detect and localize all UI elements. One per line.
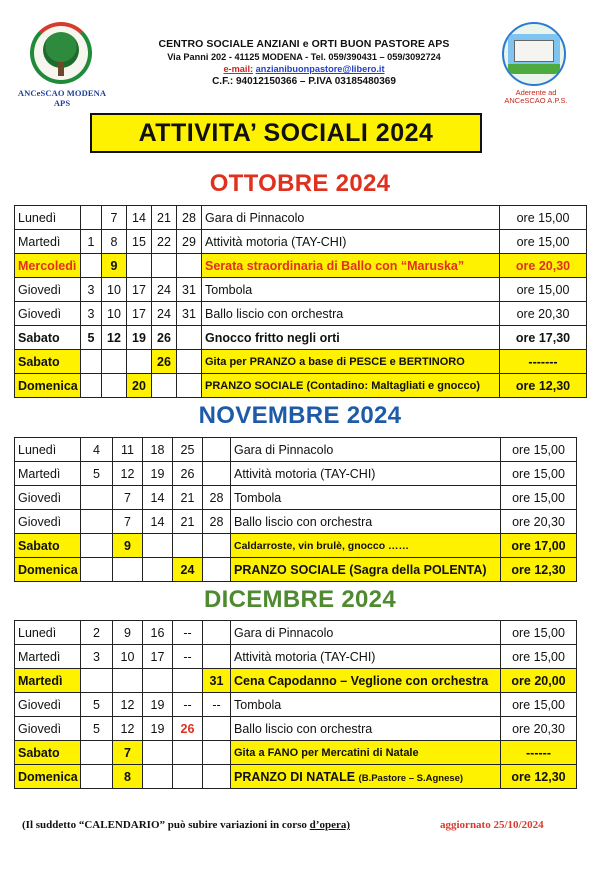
- date-cell: [143, 765, 173, 789]
- date-cell: 17: [127, 278, 152, 302]
- activity-cell: [231, 534, 501, 558]
- date-cell: [203, 438, 231, 462]
- date-cell: [143, 669, 173, 693]
- activity-cell: [202, 374, 500, 398]
- schedule-row: [15, 510, 577, 534]
- weekday-cell: Domenica: [15, 374, 81, 398]
- date-cell: 1: [81, 230, 102, 254]
- time-cell: ore 15,00: [501, 621, 577, 645]
- schedule-row: [15, 206, 587, 230]
- activity-cell: [231, 621, 501, 645]
- member-caption: Aderente ad: [515, 88, 557, 97]
- activity-name: Tombola: [234, 697, 282, 712]
- time-cell: ore 12,30: [501, 765, 577, 789]
- time-cell: ore 20,30: [500, 302, 587, 326]
- schedule-row: [15, 765, 577, 789]
- activity-name: PRANZO SOCIALE (Contadino: Maltagliati e gnocco): [205, 379, 480, 392]
- date-cell: 7: [113, 486, 143, 510]
- date-cell: [81, 254, 102, 278]
- date-cell: [127, 350, 152, 374]
- schedule-row: [15, 374, 587, 398]
- centro-sociale-logo: [488, 22, 584, 105]
- date-cell: [177, 374, 202, 398]
- schedule-row: [15, 278, 587, 302]
- activity-cell: [231, 669, 501, 693]
- weekday-cell: Martedì: [15, 462, 81, 486]
- date-cell: 9: [113, 621, 143, 645]
- date-cell: 31: [177, 302, 202, 326]
- schedule-row: [15, 254, 587, 278]
- time-cell: ore 15,00: [501, 645, 577, 669]
- date-cell: [81, 206, 102, 230]
- date-cell: 10: [113, 645, 143, 669]
- date-cell: 19: [143, 693, 173, 717]
- date-cell: 3: [81, 645, 113, 669]
- weekday-cell: Lunedì: [15, 206, 81, 230]
- date-cell: [203, 765, 231, 789]
- footer-updated-date: aggiornato 25/10/2024: [440, 819, 544, 831]
- weekday-cell: Lunedì: [15, 438, 81, 462]
- activity-name: Caldarroste, vin brulè, gnocco ……: [234, 539, 410, 552]
- schedule-row: [15, 741, 577, 765]
- time-cell: ------: [501, 741, 577, 765]
- activity-cell: [231, 717, 501, 741]
- date-cell: 28: [203, 510, 231, 534]
- weekday-cell: Domenica: [15, 765, 81, 789]
- activity-name: PRANZO DI NATALE: [234, 769, 356, 784]
- activity-name: Gita per PRANZO a base di PESCE e BERTINORO: [205, 355, 465, 368]
- activity-cell: [231, 438, 501, 462]
- date-cell: 7: [113, 741, 143, 765]
- building-icon: [514, 40, 554, 62]
- activity-cell: [231, 558, 501, 582]
- schedule-row: [15, 621, 577, 645]
- activity-name: Ballo liscio con orchestra: [205, 306, 344, 321]
- month-heading-october: OTTOBRE 2024: [209, 170, 391, 197]
- date-cell: [81, 534, 113, 558]
- date-cell: 26: [173, 717, 203, 741]
- date-cell: 9: [102, 254, 127, 278]
- ancescao-logo: [16, 22, 108, 108]
- weekday-cell: Domenica: [15, 558, 81, 582]
- organization-header: [130, 38, 478, 87]
- date-cell: [81, 510, 113, 534]
- weekday-cell: Mercoledì: [15, 254, 81, 278]
- org-email-line: [130, 64, 478, 74]
- date-cell: 24: [173, 558, 203, 582]
- activity-name: Ballo liscio con orchestra: [234, 721, 373, 736]
- activity-cell: [231, 765, 501, 789]
- date-cell: [177, 254, 202, 278]
- date-cell: 8: [113, 765, 143, 789]
- date-cell: 17: [143, 645, 173, 669]
- time-cell: ore 12,30: [501, 558, 577, 582]
- date-cell: [177, 326, 202, 350]
- time-cell: ore 15,00: [501, 693, 577, 717]
- activity-name: Gara di Pinnacolo: [234, 625, 334, 640]
- date-cell: 12: [113, 693, 143, 717]
- activity-cell: [231, 741, 501, 765]
- activity-name: Gnocco fritto negli orti: [205, 330, 340, 345]
- date-cell: 10: [102, 302, 127, 326]
- activity-name: Gita a FANO per Mercatini di Natale: [234, 746, 419, 759]
- logo-caption: ANCeSCAO MODENA APS: [17, 88, 107, 108]
- schedule-row: [15, 230, 587, 254]
- time-cell: ore 12,30: [500, 374, 587, 398]
- activity-name: Attività motoria (TAY-CHI): [205, 234, 347, 249]
- date-cell: [152, 254, 177, 278]
- weekday-cell: Giovedì: [15, 278, 81, 302]
- date-cell: [203, 534, 231, 558]
- date-cell: [81, 350, 102, 374]
- date-cell: [173, 765, 203, 789]
- date-cell: 15: [127, 230, 152, 254]
- time-cell: ore 15,00: [501, 486, 577, 510]
- date-cell: 9: [113, 534, 143, 558]
- date-cell: [152, 374, 177, 398]
- date-cell: --: [173, 645, 203, 669]
- schedule-row: [15, 326, 587, 350]
- date-cell: 21: [152, 206, 177, 230]
- time-cell: -------: [500, 350, 587, 374]
- garden-icon: [508, 64, 560, 74]
- schedule-row: [15, 462, 577, 486]
- schedule-row: [15, 717, 577, 741]
- date-cell: [203, 621, 231, 645]
- date-cell: --: [203, 693, 231, 717]
- footer-disclaimer: [22, 819, 350, 831]
- date-cell: 5: [81, 693, 113, 717]
- org-fiscal-codes: C.F.: 94012150366 – P.IVA 03185480369: [212, 76, 396, 87]
- member-org-caption: ANCeSCAO A.P.S.: [504, 96, 568, 105]
- date-cell: [203, 741, 231, 765]
- date-cell: 17: [127, 302, 152, 326]
- schedule-row: [15, 438, 577, 462]
- activity-name: Attività motoria (TAY-CHI): [234, 649, 376, 664]
- time-cell: ore 20,30: [501, 510, 577, 534]
- weekday-cell: Giovedì: [15, 693, 81, 717]
- month-heading-november: NOVEMBRE 2024: [198, 402, 402, 429]
- weekday-cell: Giovedì: [15, 486, 81, 510]
- date-cell: [102, 374, 127, 398]
- date-cell: 7: [102, 206, 127, 230]
- date-cell: 24: [152, 302, 177, 326]
- date-cell: 14: [143, 486, 173, 510]
- date-cell: 28: [177, 206, 202, 230]
- email-label: e-mail:: [223, 64, 254, 74]
- weekday-cell: Martedì: [15, 645, 81, 669]
- weekday-cell: Sabato: [15, 534, 81, 558]
- date-cell: --: [173, 621, 203, 645]
- date-cell: 11: [113, 438, 143, 462]
- activity-cell: [202, 350, 500, 374]
- weekday-cell: Sabato: [15, 326, 81, 350]
- weekday-cell: Sabato: [15, 350, 81, 374]
- date-cell: 19: [143, 462, 173, 486]
- time-cell: ore 20,30: [501, 717, 577, 741]
- date-cell: [203, 558, 231, 582]
- schedule-row: [15, 534, 577, 558]
- month-heading-december: DICEMBRE 2024: [204, 586, 396, 613]
- org-name: CENTRO SOCIALE ANZIANI e ORTI BUON PASTORE APS: [158, 38, 450, 50]
- activity-name: Serata straordinaria di Ballo con “Maruska”: [205, 258, 465, 273]
- date-cell: 5: [81, 326, 102, 350]
- date-cell: [143, 534, 173, 558]
- activity-cell: [202, 278, 500, 302]
- schedule-row: [15, 693, 577, 717]
- date-cell: 21: [173, 510, 203, 534]
- date-cell: 31: [177, 278, 202, 302]
- weekday-cell: Giovedì: [15, 510, 81, 534]
- date-cell: --: [173, 693, 203, 717]
- date-cell: [173, 741, 203, 765]
- activity-cell: [202, 230, 500, 254]
- date-cell: [113, 669, 143, 693]
- activity-cell: [231, 462, 501, 486]
- activity-name: Cena Capodanno – Veglione con orchestra: [234, 673, 489, 688]
- activity-name: PRANZO SOCIALE (Sagra della POLENTA): [234, 562, 487, 577]
- weekday-cell: Martedì: [15, 669, 81, 693]
- activity-cell: [202, 254, 500, 278]
- time-cell: ore 15,00: [500, 206, 587, 230]
- date-cell: [177, 350, 202, 374]
- date-cell: 21: [173, 486, 203, 510]
- activity-cell: [202, 302, 500, 326]
- date-cell: 5: [81, 462, 113, 486]
- date-cell: 3: [81, 302, 102, 326]
- schedule-row: [15, 350, 587, 374]
- date-cell: [203, 645, 231, 669]
- date-cell: 2: [81, 621, 113, 645]
- tree-trunk-icon: [58, 62, 64, 76]
- activity-cell: [231, 510, 501, 534]
- date-cell: 14: [143, 510, 173, 534]
- date-cell: 26: [173, 462, 203, 486]
- time-cell: ore 17,00: [501, 534, 577, 558]
- activity-cell: [231, 645, 501, 669]
- activity-name: Gara di Pinnacolo: [234, 442, 334, 457]
- time-cell: ore 15,00: [500, 230, 587, 254]
- date-cell: 4: [81, 438, 113, 462]
- activity-name: Gara di Pinnacolo: [205, 210, 305, 225]
- date-cell: [203, 462, 231, 486]
- time-cell: ore 20,00: [501, 669, 577, 693]
- activity-cell: [231, 693, 501, 717]
- date-cell: [102, 350, 127, 374]
- november-schedule-table: [14, 437, 577, 582]
- activity-note: (B.Pastore – S.Agnese): [358, 772, 464, 784]
- activity-name: Attività motoria (TAY-CHI): [234, 466, 376, 481]
- date-cell: [81, 486, 113, 510]
- date-cell: 28: [203, 486, 231, 510]
- weekday-cell: Martedì: [15, 230, 81, 254]
- page-title: ATTIVITA’ SOCIALI 2024: [90, 113, 482, 153]
- schedule-row: [15, 486, 577, 510]
- date-cell: 19: [127, 326, 152, 350]
- date-cell: 22: [152, 230, 177, 254]
- date-cell: 14: [127, 206, 152, 230]
- email-link[interactable]: anzianibuonpastore@libero.it: [255, 64, 385, 74]
- date-cell: [81, 741, 113, 765]
- footer-note-tail: d’opera): [309, 819, 350, 831]
- time-cell: ore 15,00: [501, 462, 577, 486]
- date-cell: 3: [81, 278, 102, 302]
- date-cell: 18: [143, 438, 173, 462]
- weekday-cell: Lunedì: [15, 621, 81, 645]
- activity-name: Tombola: [205, 282, 253, 297]
- schedule-row: [15, 645, 577, 669]
- date-cell: [173, 534, 203, 558]
- date-cell: 12: [113, 462, 143, 486]
- schedule-row: [15, 302, 587, 326]
- date-cell: 20: [127, 374, 152, 398]
- date-cell: 31: [203, 669, 231, 693]
- date-cell: [143, 741, 173, 765]
- date-cell: [113, 558, 143, 582]
- date-cell: [81, 374, 102, 398]
- date-cell: [81, 669, 113, 693]
- date-cell: [81, 558, 113, 582]
- weekday-cell: Giovedì: [15, 717, 81, 741]
- date-cell: [81, 765, 113, 789]
- activity-cell: [231, 486, 501, 510]
- date-cell: 16: [143, 621, 173, 645]
- weekday-cell: Sabato: [15, 741, 81, 765]
- date-cell: [173, 669, 203, 693]
- date-cell: 7: [113, 510, 143, 534]
- schedule-row: [15, 558, 577, 582]
- date-cell: [143, 558, 173, 582]
- time-cell: ore 17,30: [500, 326, 587, 350]
- date-cell: [203, 717, 231, 741]
- date-cell: 8: [102, 230, 127, 254]
- date-cell: 12: [113, 717, 143, 741]
- date-cell: 19: [143, 717, 173, 741]
- date-cell: 26: [152, 326, 177, 350]
- date-cell: [127, 254, 152, 278]
- time-cell: ore 15,00: [500, 278, 587, 302]
- date-cell: 12: [102, 326, 127, 350]
- date-cell: 5: [81, 717, 113, 741]
- activity-cell: [202, 206, 500, 230]
- time-cell: ore 15,00: [501, 438, 577, 462]
- footer-note-text: (Il suddetto “CALENDARIO” può subire variazioni in corso: [22, 819, 307, 831]
- time-cell: ore 20,30: [500, 254, 587, 278]
- weekday-cell: Giovedì: [15, 302, 81, 326]
- activity-cell: [202, 326, 500, 350]
- december-schedule-table: [14, 620, 577, 789]
- activity-name: Tombola: [234, 490, 282, 505]
- schedule-row: [15, 669, 577, 693]
- date-cell: 26: [152, 350, 177, 374]
- activity-name: Ballo liscio con orchestra: [234, 514, 373, 529]
- org-address: Via Panni 202 - 41125 MODENA - Tel. 059/390431 – 059/3092724: [167, 52, 441, 62]
- date-cell: 25: [173, 438, 203, 462]
- date-cell: 10: [102, 278, 127, 302]
- october-schedule-table: [14, 205, 587, 398]
- date-cell: 24: [152, 278, 177, 302]
- date-cell: 29: [177, 230, 202, 254]
